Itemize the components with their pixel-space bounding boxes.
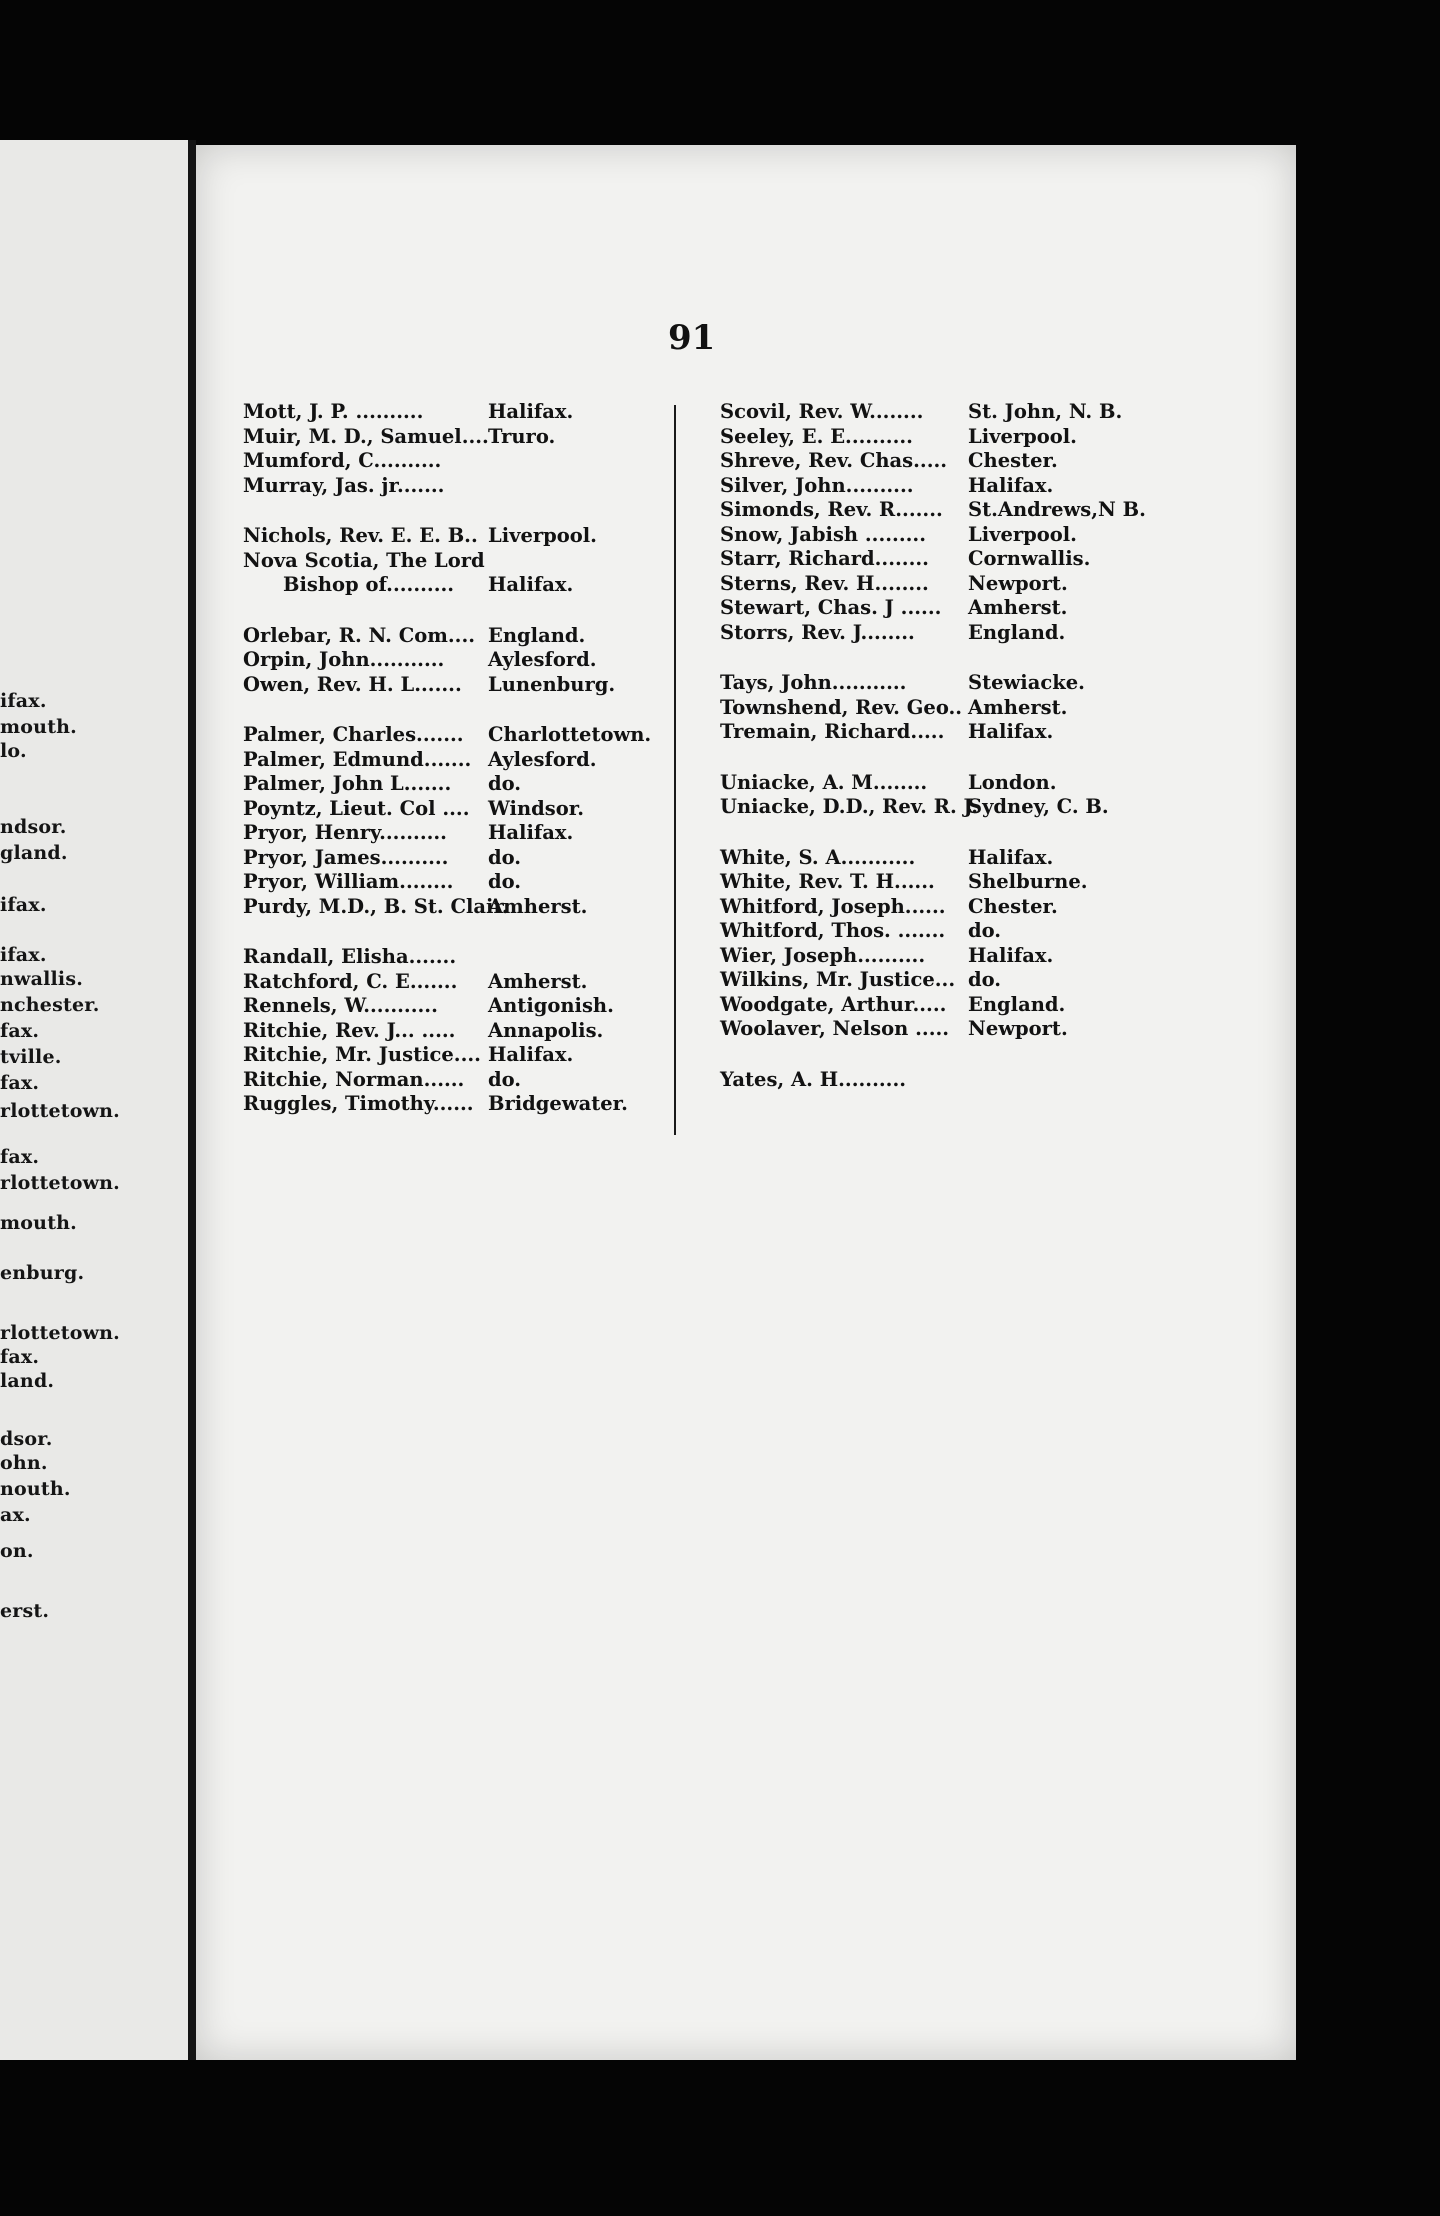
directory-entry	[720, 770, 1057, 796]
entry-name: Woodgate, Arthur.....	[720, 992, 947, 1016]
directory-entry	[243, 1067, 522, 1093]
facing-page-fragment: mouth.	[0, 1212, 77, 1234]
entry-place: England.	[968, 620, 1066, 644]
entry-name: Sterns, Rev. H........	[720, 571, 929, 595]
directory-entry	[243, 723, 652, 748]
entry-name: Shreve, Rev. Chas.....	[720, 449, 948, 472]
directory-entry	[243, 549, 509, 574]
directory-entry	[720, 992, 1066, 1018]
directory-entry	[243, 772, 522, 797]
facing-page-fragment: ifax.	[0, 894, 47, 916]
facing-page-fragment: ax.	[0, 1504, 31, 1526]
directory-entry	[720, 870, 1088, 895]
entry-place: do.	[488, 870, 522, 893]
directory-entry	[243, 969, 588, 995]
directory-entry	[720, 695, 1068, 721]
directory-entry	[720, 943, 1054, 969]
facing-page-fragment: nwallis.	[0, 968, 84, 990]
entry-name: Ratchford, C. E.......	[243, 969, 458, 993]
directory-entry	[243, 994, 614, 1019]
entry-place: Liverpool.	[488, 524, 597, 547]
entry-name: Pryor, Henry..........	[243, 821, 447, 844]
directory-entry	[243, 845, 522, 871]
entry-place: Halifax.	[968, 943, 1054, 967]
entry-place: Cornwallis.	[968, 547, 1091, 570]
entry-place: Halifax.	[488, 400, 574, 423]
entry-name: Seeley, E. E..........	[720, 424, 913, 448]
entry-name: Townshend, Rev. Geo..	[720, 695, 963, 719]
directory-entry	[243, 945, 509, 970]
entry-place: Aylesford.	[488, 747, 597, 771]
entry-name: Murray, Jas. jr.......	[243, 473, 445, 497]
entry-place: Halifax.	[488, 821, 574, 844]
entry-name: Pryor, James..........	[243, 845, 449, 869]
entry-name: Snow, Jabish .........	[720, 522, 926, 546]
facing-page-fragment: mouth.	[0, 716, 77, 738]
facing-page-fragment: rlottetown.	[0, 1172, 120, 1194]
entry-name: Uniacke, D.D., Rev. R. J.	[720, 795, 979, 818]
directory-entry	[243, 747, 597, 773]
entry-name: Tremain, Richard.....	[720, 720, 945, 743]
right-column	[720, 400, 1146, 1092]
entry-place: St.Andrews,N B.	[968, 498, 1146, 521]
entry-place: Newport.	[968, 1017, 1068, 1040]
directory-entry	[720, 919, 1002, 944]
facing-page-fragment: gland.	[0, 842, 68, 864]
entry-name: Ritchie, Norman......	[243, 1067, 465, 1091]
entry-name: Ritchie, Mr. Justice....	[243, 1043, 481, 1066]
directory-entry	[720, 547, 1091, 572]
directory-entry	[243, 1018, 604, 1044]
directory-entry	[243, 449, 509, 474]
directory-entry	[720, 571, 1068, 597]
entry-place: Halifax.	[968, 473, 1054, 497]
directory-entry	[720, 424, 1077, 450]
facing-page-fragment: ifax.	[0, 944, 47, 966]
entry-name: Storrs, Rev. J........	[720, 620, 915, 644]
entry-place: Amherst.	[488, 969, 588, 993]
entry-name: Owen, Rev. H. L.......	[243, 672, 462, 696]
entry-name: Uniacke, A. M........	[720, 770, 928, 794]
directory-entry	[243, 672, 616, 698]
entry-place: Amherst.	[968, 695, 1068, 719]
entry-place: Liverpool.	[968, 522, 1077, 546]
facing-page-fragment: fax.	[0, 1346, 40, 1368]
entry-name: Yates, A. H..........	[720, 1067, 907, 1091]
entry-place: England.	[488, 623, 586, 647]
facing-page-fragment: rlottetown.	[0, 1100, 120, 1122]
facing-page-fragment: lo.	[0, 740, 27, 762]
directory-entry	[243, 870, 522, 895]
entry-name: Mumford, C..........	[243, 449, 442, 472]
entry-name: Bishop of..........	[283, 573, 455, 596]
facing-page-fragment: tville.	[0, 1046, 62, 1068]
entry-place: Chester.	[968, 894, 1058, 918]
directory-entry	[243, 648, 597, 673]
entry-place: Bridgewater.	[488, 1092, 628, 1115]
facing-page-fragment: erst.	[0, 1600, 50, 1622]
entry-name: Poyntz, Lieut. Col ....	[243, 796, 470, 820]
entry-place: Halifax.	[488, 1043, 574, 1066]
entry-place: do.	[488, 772, 522, 795]
directory-entry	[243, 623, 586, 649]
directory-entry	[243, 1043, 574, 1068]
column-divider	[674, 405, 676, 1135]
entry-place: Chester.	[968, 449, 1058, 472]
directory-entry	[720, 845, 1054, 871]
facing-page-fragment: land.	[0, 1370, 55, 1392]
directory-entry	[243, 474, 509, 499]
entry-name: Palmer, John L.......	[243, 772, 452, 795]
entry-place: Halifax.	[488, 573, 574, 596]
entry-place: Halifax.	[968, 720, 1054, 743]
entry-name: Starr, Richard........	[720, 547, 929, 570]
entry-place: England.	[968, 992, 1066, 1016]
entry-name: Muir, M. D., Samuel....	[243, 424, 489, 448]
entry-place: Antigonish.	[488, 994, 614, 1017]
entry-place: do.	[488, 1067, 522, 1091]
entry-place: Stewiacke.	[968, 671, 1085, 694]
entry-name: Palmer, Charles.......	[243, 723, 464, 746]
page-number: 91	[668, 318, 716, 358]
entry-name: Tays, John...........	[720, 671, 907, 694]
directory-entry	[720, 671, 1085, 696]
entry-name: Stewart, Chas. J ......	[720, 596, 942, 619]
entry-name: Rennels, W...........	[243, 994, 438, 1017]
facing-page-fragment: rlottetown.	[0, 1322, 120, 1344]
entry-place: Shelburne.	[968, 870, 1088, 893]
directory-entry	[720, 473, 1054, 499]
page-gutter	[188, 140, 196, 2060]
directory-entry	[243, 1092, 628, 1117]
entry-name: Wier, Joseph..........	[720, 943, 926, 967]
directory-entry	[243, 573, 574, 598]
directory-entry	[243, 524, 597, 549]
facing-page-edge	[0, 140, 188, 2060]
entry-place: do.	[968, 919, 1002, 942]
directory-entry	[720, 498, 1146, 523]
entry-name: Ritchie, Rev. J... .....	[243, 1018, 456, 1042]
entry-name: Nichols, Rev. E. E. B..	[243, 524, 478, 547]
entry-place: Amherst.	[488, 894, 588, 918]
directory-entry	[720, 1068, 978, 1093]
directory-entry	[720, 894, 1058, 920]
directory-entry	[243, 796, 585, 822]
entry-name: Purdy, M.D., B. St. Clair.	[243, 894, 509, 918]
directory-entry	[243, 424, 556, 450]
facing-page-fragment: ohn.	[0, 1452, 48, 1474]
entry-name: Wilkins, Mr. Justice...	[720, 968, 956, 991]
entry-name: Palmer, Edmund.......	[243, 747, 472, 771]
entry-name: Orlebar, R. N. Com....	[243, 623, 476, 647]
facing-page-fragment: fax.	[0, 1072, 40, 1094]
entry-place: Liverpool.	[968, 424, 1077, 448]
left-column	[243, 400, 652, 1117]
directory-entry	[720, 449, 1058, 474]
facing-page-fragment: dsor.	[0, 1428, 53, 1450]
directory-entry	[720, 720, 1054, 745]
entry-name: Mott, J. P. ..........	[243, 400, 424, 423]
directory-entry	[720, 795, 1109, 820]
directory-entry	[720, 620, 1066, 646]
entry-place: Charlottetown.	[488, 723, 652, 746]
directory-entry	[720, 596, 1068, 621]
facing-page-fragment: nouth.	[0, 1478, 71, 1500]
entry-name: Woolaver, Nelson .....	[720, 1017, 950, 1040]
directory-entry	[720, 1017, 1068, 1042]
facing-page-fragment: on.	[0, 1540, 34, 1562]
entry-place: Windsor.	[488, 796, 585, 820]
directory-entry	[720, 522, 1077, 548]
entry-place: Truro.	[488, 424, 556, 448]
entry-place: Sydney, C. B.	[968, 795, 1109, 818]
facing-page-fragment: fax.	[0, 1020, 40, 1042]
entry-name: Whitford, Thos. .......	[720, 919, 946, 942]
entry-place: do.	[968, 968, 1002, 991]
directory-entry	[720, 968, 1002, 993]
entry-name: Orpin, John...........	[243, 648, 445, 671]
entry-place: Lunenburg.	[488, 672, 616, 696]
entry-place: London.	[968, 770, 1057, 794]
facing-page-fragment: fax.	[0, 1146, 40, 1168]
directory-entry	[243, 821, 574, 846]
entry-name: Pryor, William........	[243, 870, 454, 893]
entry-name: Nova Scotia, The Lord	[243, 548, 485, 572]
entry-name: White, Rev. T. H......	[720, 870, 935, 893]
facing-page-fragment: enburg.	[0, 1262, 85, 1284]
directory-entry	[243, 400, 574, 425]
entry-place: Amherst.	[968, 596, 1068, 619]
entry-place: Annapolis.	[488, 1018, 604, 1042]
entry-place: Newport.	[968, 571, 1068, 595]
entry-name: Randall, Elisha.......	[243, 945, 457, 968]
entry-name: Ruggles, Timothy......	[243, 1092, 474, 1115]
entry-place: do.	[488, 845, 522, 869]
facing-page-fragment: ndsor.	[0, 816, 67, 838]
directory-entry	[243, 894, 588, 920]
facing-page-fragment: nchester.	[0, 994, 100, 1016]
entry-place: St. John, N. B.	[968, 400, 1123, 423]
entry-name: Simonds, Rev. R.......	[720, 498, 943, 521]
facing-page-fragment: ifax.	[0, 690, 47, 712]
entry-place: Halifax.	[968, 845, 1054, 869]
entry-name: Whitford, Joseph......	[720, 894, 946, 918]
entry-name: Silver, John..........	[720, 473, 914, 497]
directory-entry	[720, 400, 1123, 425]
entry-name: White, S. A...........	[720, 845, 916, 869]
entry-name: Scovil, Rev. W........	[720, 400, 924, 423]
entry-place: Aylesford.	[488, 648, 597, 671]
